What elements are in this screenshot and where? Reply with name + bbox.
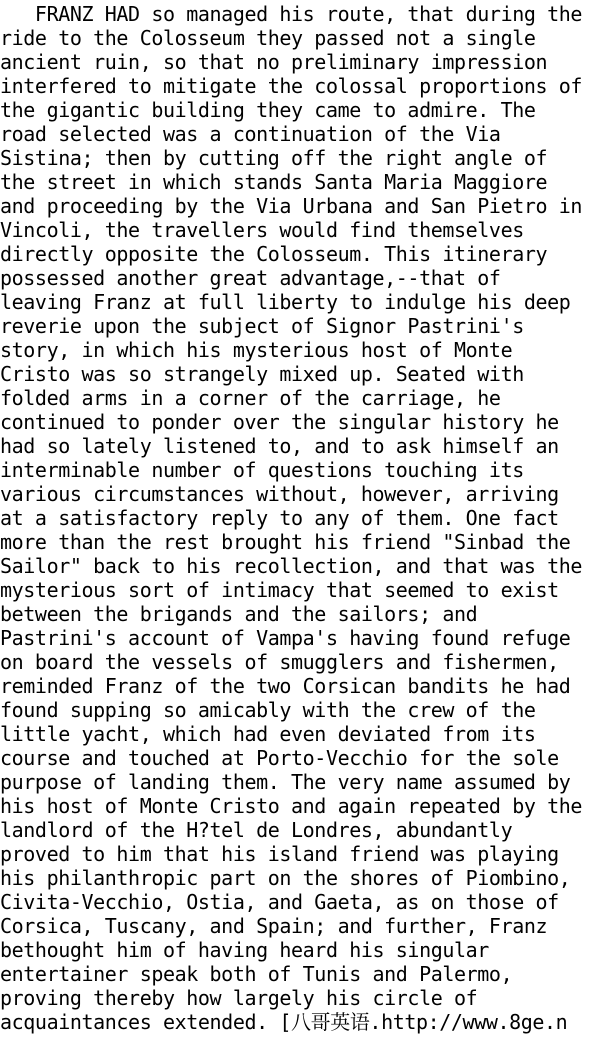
text-line: directly opposite the Colosseum. This itinerary bbox=[0, 242, 548, 266]
text-line: proved to him that his island friend was playing bbox=[0, 842, 559, 866]
text-line: landlord of the H?tel de Londres, abundantly bbox=[0, 818, 513, 842]
text-line: had so lately listened to, and to ask himself an bbox=[0, 434, 559, 458]
text-line: interminable number of questions touching its bbox=[0, 458, 524, 482]
text-line: continued to ponder over the singular history he bbox=[0, 410, 559, 434]
text-line: mysterious sort of intimacy that seemed to exist bbox=[0, 578, 559, 602]
text-line: at a satisfactory reply to any of them. One fact bbox=[0, 506, 559, 530]
text-line: reminded Franz of the two Corsican bandits he had bbox=[0, 674, 571, 698]
text-line: ride to the Colosseum they passed not a single bbox=[0, 26, 536, 50]
text-line: Corsica, Tuscany, and Spain; and further, Franz bbox=[0, 914, 548, 938]
text-line: little yacht, which had even deviated from its bbox=[0, 722, 536, 746]
text-line: FRANZ HAD so managed his route, that during the bbox=[0, 2, 583, 26]
text-line: Sistina; then by cutting off the right angle of bbox=[0, 146, 548, 170]
text-line: various circumstances without, however, arriving bbox=[0, 482, 559, 506]
text-line: his philanthropic part on the shores of Piombino, bbox=[0, 866, 571, 890]
text-line: purpose of landing them. The very name assumed by bbox=[0, 770, 571, 794]
text-line: bethought him of having heard his singular bbox=[0, 938, 489, 962]
text-line: acquaintances extended. [八哥英语.http://www.8ge.n bbox=[0, 1010, 568, 1034]
text-line: Vincoli, the travellers would find themselves bbox=[0, 218, 524, 242]
text-line: Sailor" back to his recollection, and that was the bbox=[0, 554, 583, 578]
text-line: the gigantic building they came to admire. The bbox=[0, 98, 536, 122]
text-line: entertainer speak both of Tunis and Palermo, bbox=[0, 962, 513, 986]
text-line: story, in which his mysterious host of Monte bbox=[0, 338, 513, 362]
text-line: course and touched at Porto-Vecchio for the sole bbox=[0, 746, 559, 770]
text-line: Civita-Vecchio, Ostia, and Gaeta, as on those of bbox=[0, 890, 559, 914]
text-line: Cristo was so strangely mixed up. Seated with bbox=[0, 362, 524, 386]
text-line: possessed another great advantage,--that of bbox=[0, 266, 501, 290]
text-line: proving thereby how largely his circle of bbox=[0, 986, 478, 1010]
text-line: more than the rest brought his friend "Sinbad the bbox=[0, 530, 571, 554]
text-line: folded arms in a corner of the carriage, he bbox=[0, 386, 501, 410]
text-line: and proceeding by the Via Urbana and San Pietro in bbox=[0, 194, 583, 218]
text-line: leaving Franz at full liberty to indulge his deep bbox=[0, 290, 571, 314]
text-line: road selected was a continuation of the Via bbox=[0, 122, 501, 146]
text-line: his host of Monte Cristo and again repeated by the bbox=[0, 794, 583, 818]
text-line: ancient ruin, so that no preliminary impression bbox=[0, 50, 548, 74]
text-line: between the brigands and the sailors; and bbox=[0, 602, 478, 626]
text-line: found supping so amicably with the crew of the bbox=[0, 698, 536, 722]
text-line: interfered to mitigate the colossal proportions of bbox=[0, 74, 583, 98]
text-line: on board the vessels of smugglers and fishermen, bbox=[0, 650, 559, 674]
document-body-text bbox=[0, 2, 600, 1034]
text-line: Pastrini's account of Vampa's having found refuge bbox=[0, 626, 571, 650]
text-line: reverie upon the subject of Signor Pastrini's bbox=[0, 314, 524, 338]
text-line: the street in which stands Santa Maria Maggiore bbox=[0, 170, 548, 194]
